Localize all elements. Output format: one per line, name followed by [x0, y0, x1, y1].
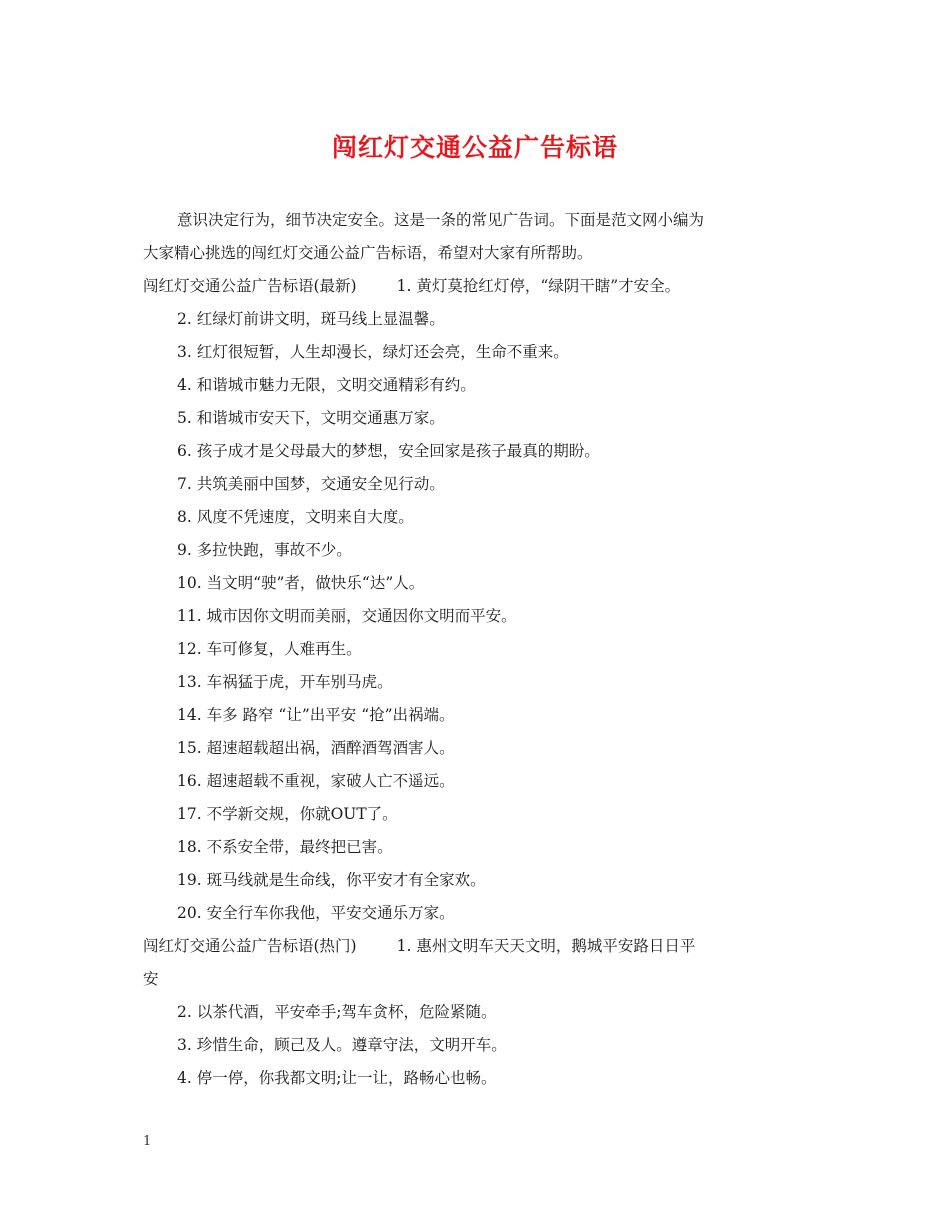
section-heading-line — [143, 930, 823, 963]
list-item: 17. 不学新交规，你就OUT了。 — [177, 805, 398, 823]
document-body — [143, 204, 823, 1095]
list-item: 15. 超速超载超出祸，酒醉酒驾酒害人。 — [177, 739, 455, 757]
list-item: 4. 停一停，你我都文明;让一让，路畅心也畅。 — [177, 1069, 497, 1087]
list-item: 5. 和谐城市安天下，文明交通惠万家。 — [177, 409, 445, 427]
list-item: 1. 黄灯莫抢红灯停，“绿阴干瞎”才安全。 — [396, 277, 681, 295]
list-item: 8. 风度不凭速度，文明来自大度。 — [177, 508, 414, 526]
list-item: 3. 珍惜生命，顾己及人。遵章守法，文明开车。 — [177, 1036, 507, 1054]
list-item: 11. 城市因你文明而美丽，交通因你文明而平安。 — [177, 607, 517, 625]
list-item: 7. 共筑美丽中国梦，交通安全见行动。 — [177, 475, 445, 493]
list-item: 13. 车祸猛于虎，开车别马虎。 — [177, 673, 393, 691]
list-item: 3. 红灯很短暂，人生却漫长，绿灯还会亮，生命不重来。 — [177, 343, 569, 361]
list-item: 19. 斑马线就是生命线，你平安才有全家欢。 — [177, 871, 486, 889]
list-item: 2. 红绿灯前讲文明，斑马线上显温馨。 — [177, 310, 445, 328]
list-item: 20. 安全行车你我他，平安交通乐万家。 — [177, 904, 455, 922]
list-item: 18. 不系安全带，最终把已害。 — [177, 838, 393, 856]
list-item: 9. 多拉快跑，事故不少。 — [177, 541, 352, 559]
list-item: 14. 车多 路窄 “让”出平安 “抢”出祸端。 — [177, 706, 455, 724]
list-item: 2. 以茶代酒，平安牵手;驾车贪杯，危险紧随。 — [177, 1003, 497, 1021]
intro-paragraph-line-2: 大家精心挑选的闯红灯交通公益广告标语，希望对大家有所帮助。 — [143, 244, 593, 262]
list-item-continuation: 安 — [143, 970, 159, 988]
list-item: 12. 车可修复，人难再生。 — [177, 640, 362, 658]
list-item: 16. 超速超载不重视，家破人亡不遥远。 — [177, 772, 455, 790]
list-item: 10. 当文明“驶”者，做快乐“达”人。 — [177, 574, 425, 592]
section-heading-line — [143, 270, 823, 303]
section-heading: 闯红灯交通公益广告标语(最新) — [143, 277, 357, 295]
section-heading: 闯红灯交通公益广告标语(热门) — [143, 937, 357, 955]
document-title: 闯红灯交通公益广告标语 — [331, 133, 618, 162]
list-item: 4. 和谐城市魅力无限，文明交通精彩有约。 — [177, 376, 476, 394]
list-item: 1. 惠州文明车天天文明，鹅城平安路日日平 — [396, 937, 696, 955]
page-number: 1 — [143, 1134, 152, 1149]
intro-paragraph-line-1: 意识决定行为，细节决定安全。这是一条的常见广告词。下面是范文网小编为 — [177, 211, 705, 229]
list-item: 6. 孩子成才是父母最大的梦想，安全回家是孩子最真的期盼。 — [177, 442, 600, 460]
